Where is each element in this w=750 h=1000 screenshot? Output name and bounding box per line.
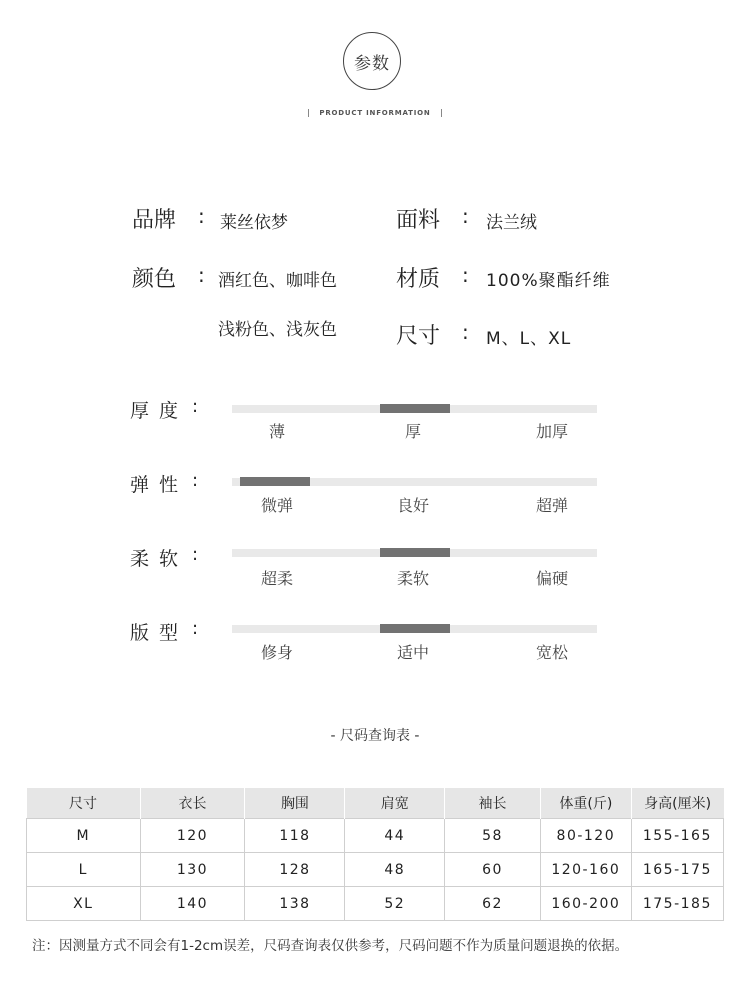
table-cell: 58 [445,819,541,853]
rating-label-thickness: 厚度 [130,400,189,422]
material-colon: : [462,263,469,287]
fit-option-slim: 修身 [260,643,293,662]
thickness-option-thin: 薄 [268,422,285,441]
table-row [27,853,724,887]
table-header-cell: 袖长 [445,788,541,819]
thickness-scale-track [232,405,597,413]
brand-value: 莱丝依梦 [220,213,288,233]
size-disclaimer-note: 注：因测量方式不同会有1-2cm误差，尺码查询表仅供参考，尺码问题不作为质量问题退换的依据。 [32,938,629,954]
table-cell: 138 [245,887,345,921]
thickness-option-extra-thick: 加厚 [535,422,568,441]
rating-colon: : [192,618,199,639]
table-header-cell: 胸围 [245,788,345,819]
color-label: 颜色 [132,267,177,292]
softness-option-super-soft: 超柔 [260,569,293,588]
table-cell: 128 [245,853,345,887]
subtitle-text: PRODUCT INFORMATION [319,109,431,117]
table-header-cell: 肩宽 [345,788,445,819]
fabric-value: 法兰绒 [486,213,537,233]
divider-right [441,109,442,117]
table-cell: L [27,853,141,887]
table-header-row [27,788,724,819]
table-cell: 155-165 [631,819,723,853]
table-cell: M [27,819,141,853]
material-label: 材质 [396,267,441,292]
softness-scale-track [232,549,597,557]
table-header-cell: 衣长 [140,788,245,819]
softness-option-firm: 偏硬 [535,569,568,588]
table-cell: 165-175 [631,853,723,887]
elasticity-option-good: 良好 [396,496,429,515]
table-cell: 175-185 [631,887,723,921]
table-cell: 120-160 [540,853,631,887]
table-header-cell: 尺寸 [27,788,141,819]
rating-colon: : [192,396,199,417]
thickness-scale-indicator [380,404,450,413]
table-header-cell: 身高(厘米) [631,788,723,819]
material-value: 100%聚酯纤维 [486,271,611,291]
size-chart-title: - 尺码查询表 - [330,728,420,744]
parameters-badge: 参数 [343,32,401,90]
table-cell: 62 [445,887,541,921]
softness-option-soft: 柔软 [396,569,429,588]
divider-left [308,109,309,117]
rating-colon: : [192,544,199,565]
size-chart-table [26,788,724,921]
table-cell: 140 [140,887,245,921]
size-label: 尺寸 [396,324,441,349]
table-cell: 48 [345,853,445,887]
fit-option-regular: 适中 [396,643,429,662]
rating-colon: : [192,470,199,491]
table-row [27,887,724,921]
elasticity-option-slight: 微弹 [260,496,293,515]
table-header-cell: 体重(斤) [540,788,631,819]
product-information-subtitle [0,109,750,117]
table-cell: 52 [345,887,445,921]
brand-label: 品牌 [132,208,177,233]
fabric-label: 面料 [396,208,441,233]
fit-scale-track [232,625,597,633]
table-cell: 80-120 [540,819,631,853]
thickness-option-thick: 厚 [404,422,421,441]
fabric-colon: : [462,204,469,228]
rating-label-elasticity: 弹性 [130,474,189,496]
size-value: M、L、XL [486,329,572,349]
table-cell: 120 [140,819,245,853]
softness-scale-indicator [380,548,450,557]
color-value-line1: 酒红色、咖啡色 [218,271,337,291]
rating-label-fit: 版型 [130,622,189,644]
color-colon: : [198,263,205,287]
elasticity-option-super: 超弹 [535,496,568,515]
fit-scale-indicator [380,624,450,633]
elasticity-scale-indicator [240,477,310,486]
table-cell: 44 [345,819,445,853]
size-colon: : [462,320,469,344]
table-cell: 118 [245,819,345,853]
table-cell: 130 [140,853,245,887]
elasticity-scale-track [232,478,597,486]
brand-colon: : [198,204,205,228]
table-cell: 160-200 [540,887,631,921]
table-cell: XL [27,887,141,921]
table-cell: 60 [445,853,541,887]
table-row [27,819,724,853]
rating-label-softness: 柔软 [130,548,189,570]
color-value-line2: 浅粉色、浅灰色 [218,320,337,340]
fit-option-loose: 宽松 [535,643,568,662]
